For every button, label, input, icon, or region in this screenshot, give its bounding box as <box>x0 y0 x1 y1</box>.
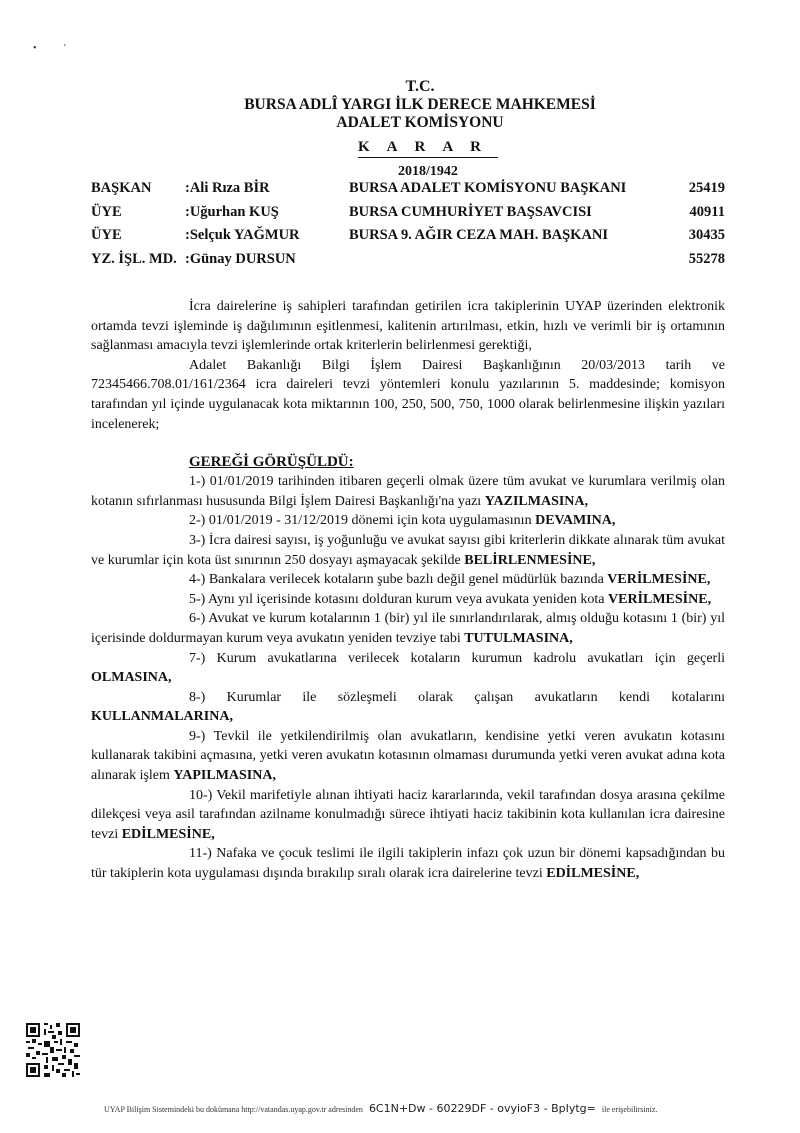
item-text: 6-) Avukat ve kurum kotalarının 1 (bir) yıl ile sınırlandırılarak, almış olduğu kotasını 1 (bir) yıl içerisinde doldurmayan kurum veya avukatın yeniden tevziye tabi <box>91 611 725 646</box>
document-footer <box>24 1018 784 1118</box>
member-name: :Uğurhan KUŞ <box>185 203 279 220</box>
header-commission: ADALET KOMİSYONU <box>336 114 504 131</box>
decision-item <box>91 531 725 570</box>
member-name: :Günay DURSUN <box>185 250 296 267</box>
item-text: 2-) 01/01/2019 - 31/12/2019 dönemi için kota uygulamasının <box>189 513 532 529</box>
item-verdict: VERİLMESİNE, <box>608 591 712 607</box>
item-text: 7-) Kurum avukatlarına verilecek kotaların kurumun kadrolu avukatları için geçerli <box>189 650 725 666</box>
member-role: ÜYE <box>91 227 122 243</box>
section-heading: GEREĞİ GÖRÜŞÜLDÜ: <box>189 454 354 471</box>
member-title: BURSA 9. AĞIR CEZA MAH. BAŞKANI <box>349 227 609 243</box>
item-text: 9-) Tevkil ile yetkilendirilmiş olan avukatların, kendisine yetki veren avukatın kotasını kullanarak takibini açmasına, yetki veren avukatın kotasının olmaması durumunda yetki veren avukat adına kota alınarak işlem <box>91 728 725 784</box>
item-text: 8-) Kurumlar ile sözleşmeli olarak çalışan avukatların kendi kotalarını <box>189 689 725 705</box>
item-text: 1-) 01/01/2019 tarihinden itibaren geçerli olmak üzere tüm avukat ve kurumlara verilmiş olan kotanın sıfırlanması hususunda Bilgi İşlem Dairesi Başkanlığı'na yazı <box>91 474 725 509</box>
footer-prefix: UYAP Bilişim Sistemindeki bu dokümana http://vatandas.uyap.gov.tr adresinden <box>104 1105 363 1114</box>
member-row <box>91 204 731 228</box>
document-header <box>0 78 800 181</box>
decision-body <box>91 297 725 884</box>
decision-item <box>91 511 725 531</box>
item-verdict: YAZILMASINA, <box>484 493 589 509</box>
commission-members <box>91 180 731 274</box>
item-verdict: VERİLMESİNE, <box>607 572 711 588</box>
item-verdict: YAPILMASINA, <box>173 768 276 784</box>
item-text: 5-) Aynı yıl içerisinde kotasını dolduran kurum veya avukata yeniden kota <box>189 591 605 607</box>
member-role: BAŞKAN <box>91 180 152 196</box>
member-title: BURSA CUMHURİYET BAŞSAVCISI <box>349 203 592 220</box>
item-text: 3-) İcra dairesi sayısı, iş yoğunluğu ve avukat sayısı gibi kriterlerin dikkate alınarak tüm avukat ve kurumlar için kota üst sınırının 250 dosyayı aşmayacak şekilde <box>91 532 725 568</box>
item-text: 10-) Vekil marifetiyle alınan ihtiyati haciz kararlarında, vekil tarafından dosya arasına çekilme dilekçesi veya asil tarafından azilname konulmadığı sürece ihtiyati haciz takibinin kota kullanılan icra dairesine tevzi <box>91 787 725 842</box>
decision-item <box>91 590 725 610</box>
header-court: BURSA ADLÎ YARGI İLK DERECE MAHKEMESİ <box>244 96 596 113</box>
decision-item <box>91 472 725 511</box>
decision-number: 2018/1942 <box>398 164 458 179</box>
member-reg-no: 55278 <box>688 250 725 267</box>
item-verdict: OLMASINA, <box>91 670 172 686</box>
decision-item <box>91 649 725 688</box>
item-verdict: DEVAMINA, <box>535 513 616 529</box>
member-title: BURSA ADALET KOMİSYONU BAŞKANI <box>349 180 627 196</box>
member-row <box>91 227 731 251</box>
footer-suffix: ile erişebilirsiniz. <box>601 1105 658 1114</box>
member-reg-no: 30435 <box>688 227 725 243</box>
member-row <box>91 180 731 204</box>
member-name: :Selçuk YAĞMUR <box>185 227 300 243</box>
decision-item <box>91 727 725 786</box>
qr-code-icon <box>26 1023 80 1077</box>
member-role: YZ. İŞL. MD. <box>91 250 177 267</box>
footer-verification <box>104 1102 657 1115</box>
verification-code: 6C1N+Dw - 60229DF - ovyioF3 - BpIytg= <box>368 1102 596 1115</box>
decision-item <box>91 609 725 648</box>
header-tc: T.C. <box>405 78 435 95</box>
item-verdict: EDİLMESİNE, <box>121 826 215 842</box>
member-role: ÜYE <box>91 203 122 220</box>
member-row <box>91 251 731 275</box>
item-verdict: EDİLMESİNE, <box>546 866 640 882</box>
member-name: :Ali Rıza BİR <box>185 180 270 196</box>
header-karar: KARAR <box>358 138 498 158</box>
decision-item <box>91 688 725 727</box>
item-text: 11-) Nafaka ve çocuk teslimi ile ilgili takiplerin infazı çok uzun bir dönemi kapsadığından bu tür takiplerin kota uygulaması dışında bırakılıp sıralı olarak icra dairelerine tevzi <box>91 846 725 882</box>
member-reg-no: 40911 <box>689 203 725 220</box>
intro-paragraph: Adalet Bakanlığı Bilgi İşlem Dairesi Başkanlığının 20/03/2013 tarih ve 72345466.708.01/161/2364 icra daireleri tevzi yöntemleri konulu yazılarının 5. maddesinde; komisyon tarafından yıl içinde uygulanacak kota miktarının 100, 250, 500, 750, 1000 olarak belirlenmesine ilişkin yazıları incelenerek; <box>91 357 725 432</box>
item-verdict: BELİRLENMESİNE, <box>464 552 596 568</box>
decision-item <box>91 844 725 883</box>
item-verdict: KULLANMALARINA, <box>91 709 233 725</box>
item-text: 4-) Bankalara verilecek kotaların şube bazlı değil genel müdürlük bazında <box>189 572 604 588</box>
decision-item <box>91 570 725 590</box>
decision-item <box>91 786 725 845</box>
member-reg-no: 25419 <box>688 180 725 196</box>
scan-marks: • ' <box>33 43 66 54</box>
item-verdict: TUTULMASINA, <box>464 630 573 646</box>
intro-paragraph: İcra dairelerine iş sahipleri tarafından getirilen icra takiplerinin UYAP üzerinden elektronik ortamda tevzi işleminde iş dağılımının eşitlenmesi, kalitenin artırılması, etkin, hızlı ve verimli bir iş ortamının sağlanması amacıyla tevzi işlemlerinde ortak kriterlerin belirlenmesi gerektiği, <box>91 299 725 354</box>
